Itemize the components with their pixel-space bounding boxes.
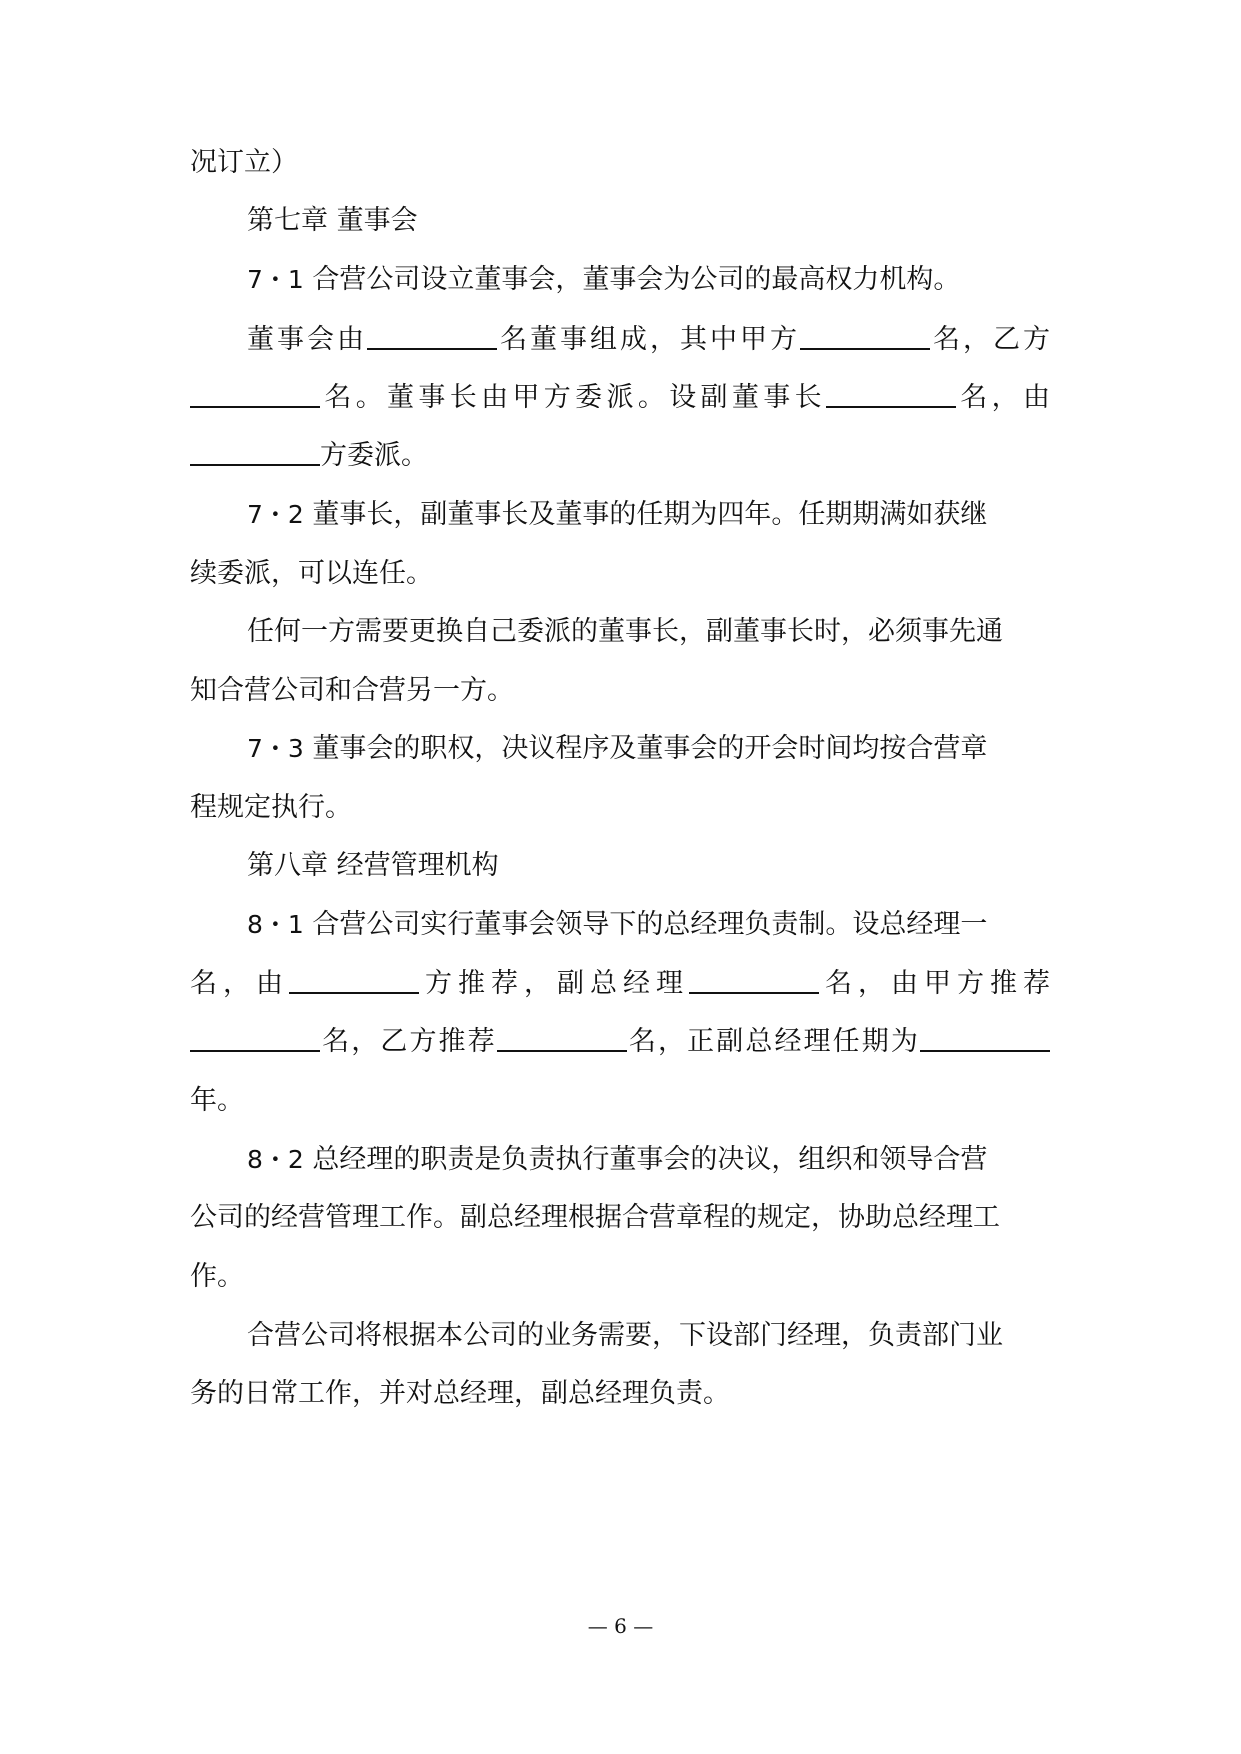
text: 作。 bbox=[190, 1261, 244, 1292]
chapter-7-title bbox=[247, 203, 1050, 239]
text: 总经理的职责是负责执行董事会的决议，组织和领导合营 bbox=[303, 1144, 988, 1175]
text: 合营公司设立董事会，董事会为公司的最高权力机构。 bbox=[303, 264, 961, 295]
fill-in-blank bbox=[190, 1024, 320, 1052]
text: 名。董事长由甲方委派。设副董事长 bbox=[320, 382, 826, 413]
fill-in-blank bbox=[920, 1024, 1050, 1052]
paragraph-line bbox=[190, 1376, 1050, 1412]
fill-in-blank bbox=[190, 380, 320, 408]
text: 合营公司将根据本公司的业务需要，下设部门经理，负责部门业 bbox=[247, 1320, 1003, 1351]
text: 名，由 bbox=[190, 968, 289, 999]
paragraph-line bbox=[190, 790, 1050, 826]
section-number: 8・2 bbox=[247, 1145, 304, 1174]
section-7-2 bbox=[247, 497, 1050, 533]
text: 名，由甲方推荐 bbox=[819, 968, 1050, 999]
text: 年。 bbox=[190, 1085, 244, 1116]
text: 方推荐，副总经理 bbox=[419, 968, 689, 999]
management-line-3 bbox=[190, 1083, 1050, 1119]
paragraph-line bbox=[190, 556, 1050, 592]
section-number: 7・3 bbox=[247, 734, 304, 763]
text: 名，乙方 bbox=[930, 324, 1050, 355]
fill-in-blank bbox=[367, 322, 497, 350]
text: 合营公司实行董事会领导下的总经理负责制。设总经理一 bbox=[303, 909, 988, 940]
page-number bbox=[0, 1613, 1241, 1639]
fill-in-blank bbox=[497, 1024, 627, 1052]
board-composition-line-1 bbox=[247, 322, 1050, 358]
paragraph-line bbox=[247, 614, 1050, 650]
section-number: 7・1 bbox=[247, 265, 304, 294]
paragraph-line bbox=[190, 673, 1050, 709]
text: 名，正副总经理任期为 bbox=[626, 1026, 921, 1057]
section-7-1 bbox=[247, 262, 1050, 298]
fill-in-blank bbox=[800, 322, 930, 350]
page-number-text: — 6 — bbox=[587, 1614, 654, 1638]
management-line-1 bbox=[190, 966, 1050, 1002]
text: 名，由 bbox=[955, 382, 1051, 413]
section-8-1 bbox=[247, 907, 1050, 943]
text: 任何一方需要更换自己委派的董事长，副董事长时，必须事先通 bbox=[247, 616, 1003, 647]
text: 务的日常工作，并对总经理，副总经理负责。 bbox=[190, 1378, 730, 1409]
fill-in-blank bbox=[689, 966, 819, 994]
fill-in-blank bbox=[190, 438, 320, 466]
text: 第八章 经营管理机构 bbox=[247, 850, 499, 881]
section-number: 7・2 bbox=[247, 500, 304, 529]
board-composition-line-2 bbox=[190, 380, 1050, 416]
paragraph-line bbox=[247, 1318, 1050, 1354]
text: 董事长，副董事长及董事的任期为四年。任期期满如获继 bbox=[303, 499, 988, 530]
fill-in-blank bbox=[289, 966, 419, 994]
section-8-2 bbox=[247, 1142, 1050, 1178]
fill-in-blank bbox=[826, 380, 956, 408]
board-composition-line-3 bbox=[190, 438, 1050, 474]
text: 续委派，可以连任。 bbox=[190, 558, 433, 589]
paragraph-line bbox=[190, 145, 1050, 181]
paragraph-line bbox=[190, 1259, 1050, 1295]
text: 况订立） bbox=[190, 147, 298, 178]
chapter-8-title bbox=[247, 848, 1050, 884]
section-7-3 bbox=[247, 731, 1050, 767]
text: 方委派。 bbox=[320, 440, 428, 471]
text: 名董事组成，其中甲方 bbox=[497, 324, 800, 355]
text: 名，乙方推荐 bbox=[320, 1026, 497, 1057]
text: 公司的经营管理工作。副总经理根据合营章程的规定，协助总经理工 bbox=[190, 1202, 1000, 1233]
text: 董事会的职权，决议程序及董事会的开会时间均按合营章 bbox=[303, 733, 988, 764]
text: 董事会由 bbox=[247, 324, 367, 355]
text: 程规定执行。 bbox=[190, 792, 352, 823]
management-line-2 bbox=[190, 1024, 1050, 1060]
text: 第七章 董事会 bbox=[247, 205, 418, 236]
text: 知合营公司和合营另一方。 bbox=[190, 675, 514, 706]
paragraph-line bbox=[190, 1200, 1050, 1236]
section-number: 8・1 bbox=[247, 910, 304, 939]
